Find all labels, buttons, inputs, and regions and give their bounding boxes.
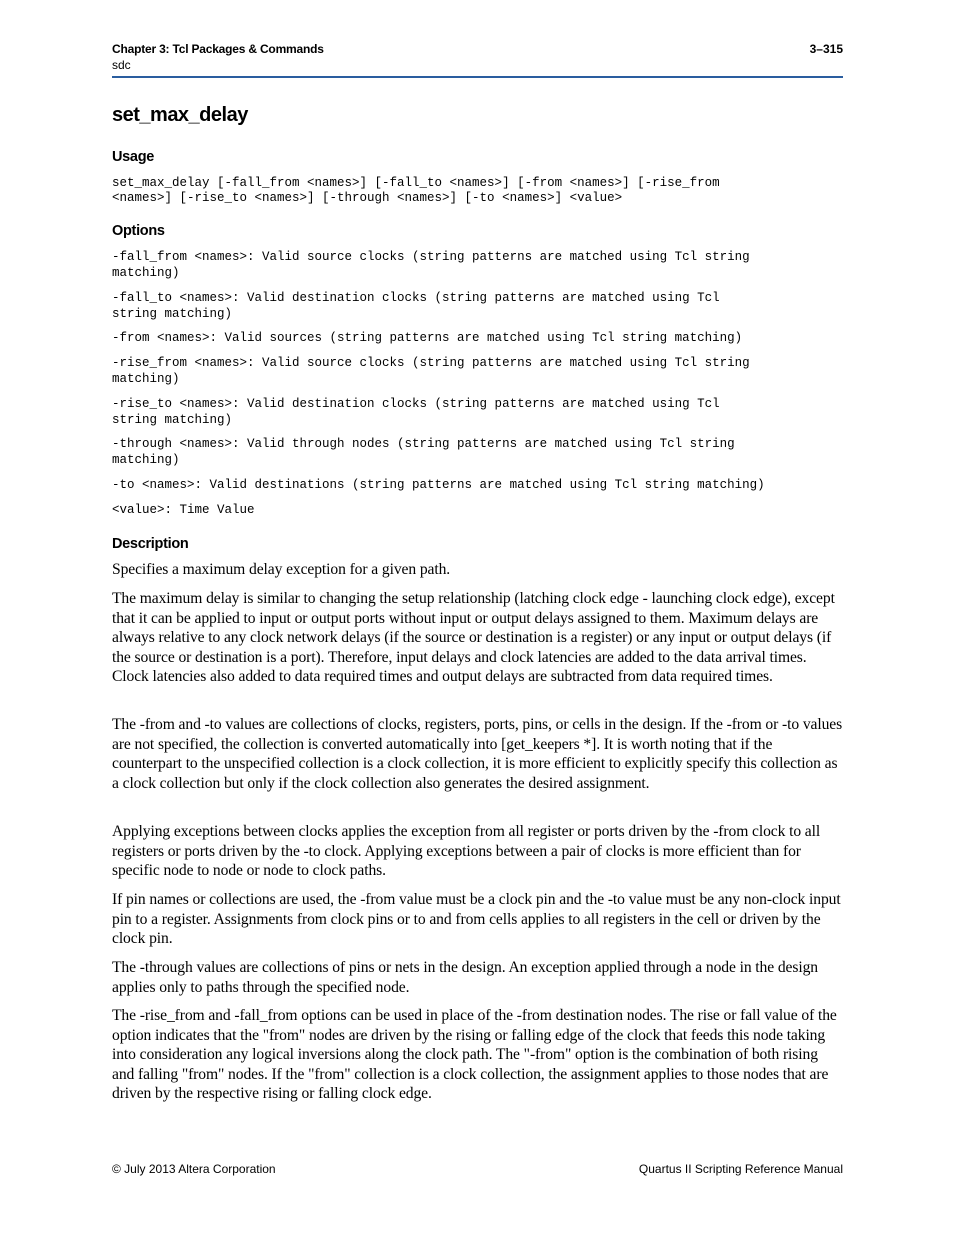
option-value <box>112 503 255 519</box>
option-line: -to <names>: Valid destinations (string patterns are matched using Tcl string matching) <box>112 478 765 492</box>
description-heading: Description <box>112 536 189 552</box>
option-line: matching) <box>112 371 180 386</box>
description-paragraph: The -rise_from and -fall_from options can be used in place of the -from destination nodes. The rise or fall value of the option indicates that the "from" nodes are driven by the rising or falling edge of the clock that feeds this node taking into consideration any logical inversions along the clock path. The "-from" option is the combination of both rising and falling "from" nodes. If the "from" collection is a clock collection, the assignment applies to those nodes that are driven by the respective rising or falling clock edge. <box>112 1007 837 1102</box>
description-paragraph: The -from and -to values are collections of clocks, registers, ports, pins, or cells in the design. If the -from or -to values are not specified, the collection is converted automatically into [get_keepers *]. It is worth noting that if the counterpart to the unspecified collection is a clock collection, it is more efficient to explicitly specify this collection as a clock collection but only if the clock collection also generates the desired assignment. <box>112 716 843 792</box>
document-page <box>112 0 843 1235</box>
description-paragraph: Specifies a maximum delay exception for a given path. <box>112 561 451 578</box>
option-line: matching) <box>112 265 180 280</box>
option-line: -through <names>: Valid through nodes (string patterns are matched using Tcl string <box>112 437 735 451</box>
footer-copyright: © July 2013 Altera Corporation <box>112 1162 276 1176</box>
option-line: -from <names>: Valid sources (string patterns are matched using Tcl string matching) <box>112 331 743 345</box>
option-through <box>112 437 735 468</box>
description-paragraph: The -through values are collections of pins or nets in the design. An exception applied through a node in the design applies only to paths through the specified node. <box>112 959 818 996</box>
running-header-chapter: Chapter 3: Tcl Packages & Commands <box>112 42 324 56</box>
option-line: -rise_to <names>: Valid destination clocks (string patterns are matched using Tcl <box>112 397 720 411</box>
option-line: -fall_to <names>: Valid destination clocks (string patterns are matched using Tcl <box>112 291 720 305</box>
running-header-section: sdc <box>112 58 131 72</box>
option-line: string matching) <box>112 306 233 321</box>
option-rise-to <box>112 397 720 428</box>
option-line: string matching) <box>112 412 233 427</box>
option-line: <value>: Time Value <box>112 503 255 517</box>
option-line: -fall_from <names>: Valid source clocks (string patterns are matched using Tcl string <box>112 250 750 264</box>
usage-line-2: <names>] [-rise_to <names>] [-through <names>] [-to <names>] <value> <box>112 191 623 205</box>
description-paragraph: The maximum delay is similar to changing the setup relationship (latching clock edge - launching clock edge), except that it can be applied to input or output ports without input or output delays assigned to them. Maximum delays are always relative to any clock network delays (if the source or destination is a register) or any input or output delays (if the source or destination is a port). Therefore, input delays and clock latencies are added to the data arrival times. Clock latencies also added to data required times and output delays are subtracted from data required times. <box>112 590 835 685</box>
option-fall-from <box>112 250 750 281</box>
description-paragraph: If pin names or collections are used, the -from value must be a clock pin and the -to value must be any non-clock input pin to a register. Assignments from clock pins or to and from cells applies to all registers in the cell or driven by the clock pin. <box>112 891 841 947</box>
option-line: -rise_from <names>: Valid source clocks (string patterns are matched using Tcl string <box>112 356 750 370</box>
options-heading: Options <box>112 223 165 239</box>
option-fall-to <box>112 291 720 322</box>
option-to <box>112 478 765 494</box>
page-number: 3–315 <box>809 42 843 56</box>
option-line: matching) <box>112 452 180 467</box>
option-rise-from <box>112 356 750 387</box>
usage-line-1: set_max_delay [-fall_from <names>] [-fall_to <names>] [-from <names>] [-rise_from <box>112 176 720 190</box>
option-from <box>112 331 742 347</box>
footer-manual-title: Quartus II Scripting Reference Manual <box>638 1162 843 1176</box>
header-rule <box>112 76 843 78</box>
description-paragraph: Applying exceptions between clocks applies the exception from all register or ports driven by the -from clock to all registers or ports driven by the -to clock. Applying exceptions between a pair of clocks is more efficient than for specific node to node or node to clock paths. <box>112 823 821 879</box>
command-title: set_max_delay <box>112 104 248 126</box>
usage-heading: Usage <box>112 149 155 165</box>
